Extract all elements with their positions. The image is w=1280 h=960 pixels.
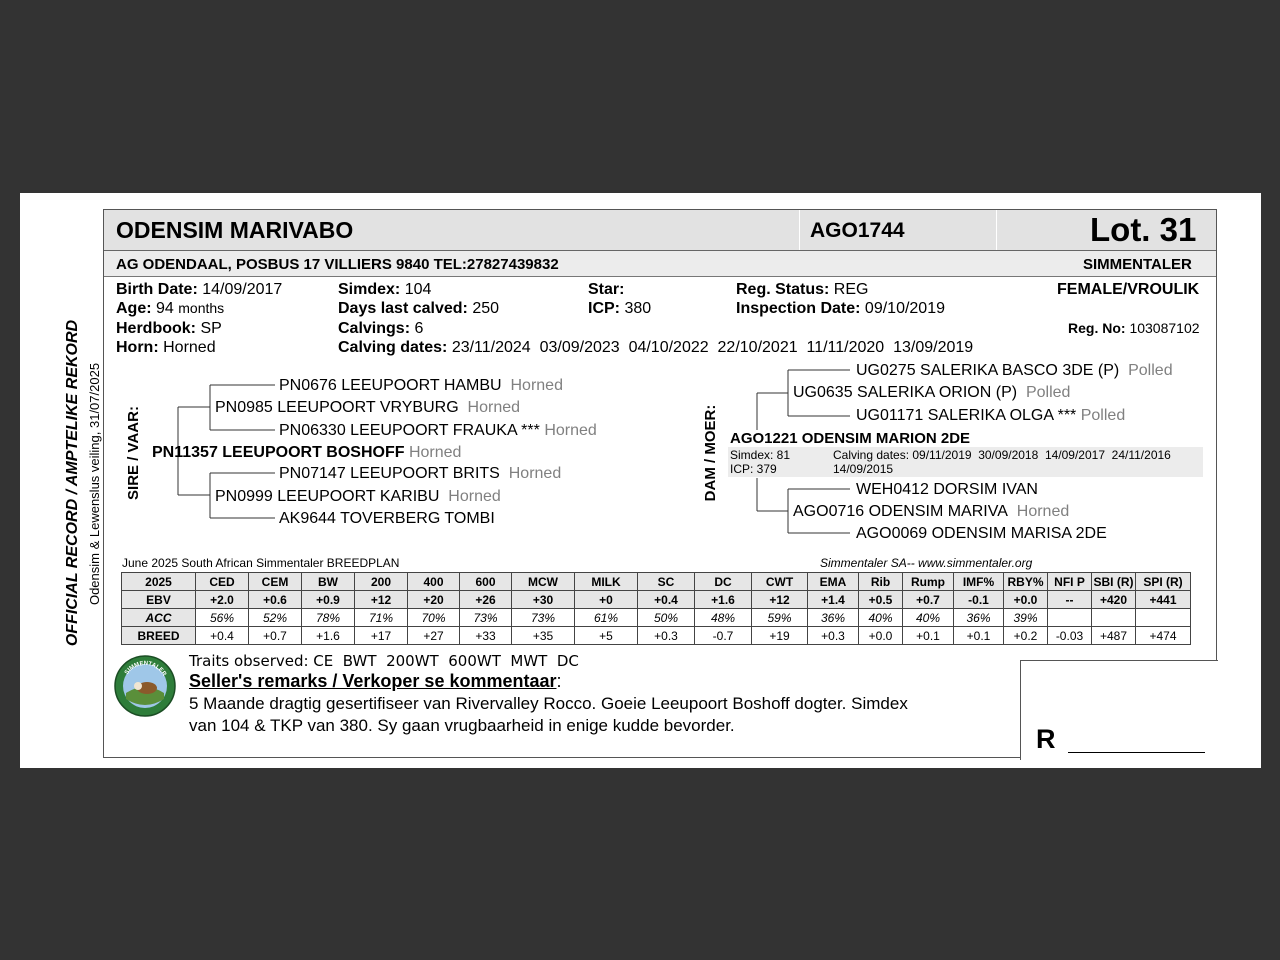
ebv-cell: +1.6 (302, 627, 355, 645)
ebv-cell: 36% (808, 609, 859, 627)
breedplan-caption: June 2025 South African Simmentaler BREEDPLAN (122, 556, 400, 570)
dam-side-label: DAM / MOER: (702, 404, 719, 502)
calvings: Calvings: 6 (338, 320, 424, 337)
simmentaler-logo-icon (114, 655, 176, 717)
traits-observed: Traits observed: CE BWT 200WT 600WT MWT DC (189, 652, 579, 670)
sire-sire-dam: PN06330 LEEUPOORT FRAUKA *** Horned (279, 422, 597, 439)
ebv-header-cell: SC (638, 573, 695, 591)
ebv-header-cell: BW (302, 573, 355, 591)
ebv-cell: +0.1 (954, 627, 1004, 645)
ebv-header-cell: 400 (408, 573, 460, 591)
ebv-cell: +0.7 (903, 591, 954, 609)
ebv-cell: +0.2 (1004, 627, 1048, 645)
horn: Horn: Horned (116, 339, 216, 356)
ebv-cell: +441 (1136, 591, 1191, 609)
simdex: Simdex: 104 (338, 281, 432, 298)
ebv-cell: 71% (355, 609, 408, 627)
price-field[interactable] (1068, 752, 1205, 753)
dam-dam-sire: WEH0412 DORSIM IVAN (856, 481, 1038, 498)
reg-status: Reg. Status: REG (736, 281, 869, 298)
ebv-header-cell: SPI (R) (1136, 573, 1191, 591)
dam-sire-dam: UG01171 SALERIKA OLGA *** Polled (856, 407, 1126, 424)
ebv-cell: +12 (752, 591, 808, 609)
ebv-cell: +0.7 (249, 627, 302, 645)
icp: ICP: 380 (588, 300, 652, 317)
ebv-cell: +0.3 (638, 627, 695, 645)
svg-text:SIMMENTALER: SIMMENTALER (124, 660, 168, 678)
breedplan-source: Simmentaler SA-- www.simmentaler.org (820, 556, 1033, 570)
ebv-header-cell: MCW (512, 573, 575, 591)
ebv-header-cell: IMF% (954, 573, 1004, 591)
ebv-cell (1048, 609, 1092, 627)
days-last-calved: Days last calved: 250 (338, 300, 500, 317)
ebv-cell: 50% (638, 609, 695, 627)
ebv-cell: +27 (408, 627, 460, 645)
sire-side-label: SIRE / VAAR: (125, 406, 142, 500)
ebv-cell: +35 (512, 627, 575, 645)
ebv-cell: +0.0 (859, 627, 903, 645)
ebv-cell (1136, 609, 1191, 627)
ebv-cell: 59% (752, 609, 808, 627)
ebv-cell: +487 (1092, 627, 1136, 645)
ebv-cell: +0.0 (1004, 591, 1048, 609)
breed-name: SIMMENTALER (1083, 256, 1192, 273)
dam-dam: AGO0716 ODENSIM MARIVA Horned (793, 503, 1070, 520)
ebv-cell: +0 (575, 591, 638, 609)
ebv-header-cell: NFI P (1048, 573, 1092, 591)
dam-sire: UG0635 SALERIKA ORION (P) Polled (793, 384, 1071, 401)
dam-main: AGO1221 ODENSIM MARION 2DE (730, 430, 971, 447)
dam-sire-sire: UG0275 SALERIKA BASCO 3DE (P) Polled (856, 362, 1173, 379)
ebv-header-cell: RBY% (1004, 573, 1048, 591)
price-label: R (1036, 724, 1056, 754)
ebv-cell: EBV (122, 591, 196, 609)
ebv-table-row (122, 609, 1191, 627)
ebv-table-row (122, 627, 1191, 645)
ebv-cell: 52% (249, 609, 302, 627)
ebv-cell: +0.3 (808, 627, 859, 645)
sex: FEMALE/VROULIK (1057, 281, 1200, 298)
remarks-line-2: van 104 & TKP van 380. Sy gaan vrugbaarheid in enige kudde bevorder. (189, 716, 735, 735)
remarks-heading-row: Seller's remarks / Verkoper se kommentaar: (189, 671, 562, 691)
ebv-cell: 40% (903, 609, 954, 627)
ebv-cell: +17 (355, 627, 408, 645)
ebv-header-cell: EMA (808, 573, 859, 591)
herdbook: Herdbook: SP (116, 320, 222, 337)
ebv-cell: +420 (1092, 591, 1136, 609)
dam-dam-dam: AGO0069 ODENSIM MARISA 2DE (856, 525, 1107, 542)
ebv-cell: 40% (859, 609, 903, 627)
ebv-cell: +0.5 (859, 591, 903, 609)
ebv-header-cell: 600 (460, 573, 512, 591)
ebv-cell: +19 (752, 627, 808, 645)
ebv-header-cell: MILK (575, 573, 638, 591)
ebv-header-cell: SBI (R) (1093, 574, 1134, 589)
age: Age: 94 months (116, 300, 225, 317)
ebv-cell: +12 (355, 591, 408, 609)
sire-dam-dam: AK9644 TOVERBERG TOMBI (279, 510, 495, 527)
sire-sire-sire: PN0676 LEEUPOORT HAMBU Horned (279, 377, 563, 394)
dam-icp: ICP: 379 (730, 462, 777, 476)
ebv-cell: -- (1048, 591, 1092, 609)
ebv-cell: +0.6 (249, 591, 302, 609)
remarks-line-1: 5 Maande dragtig gesertifiseer van Rivervalley Rocco. Goeie Leeupoort Boshoff dogter. Simdex (189, 694, 908, 713)
ebv-cell: 48% (695, 609, 752, 627)
lot-number: Lot. 31 (1090, 211, 1197, 248)
dam-calving-dates: Calving dates: 09/11/2019 30/09/2018 14/09/2017 24/11/2016 (833, 448, 1171, 462)
auction-label: Odensim & Lewenslus veiling, 31/07/2025 (87, 362, 102, 606)
ebv-cell: +26 (460, 591, 512, 609)
ebv-cell: +0.4 (196, 627, 249, 645)
ebv-cell: +2.0 (196, 591, 249, 609)
sire-main: PN11357 LEEUPOORT BOSHOFF Horned (152, 444, 462, 461)
ebv-cell: +30 (512, 591, 575, 609)
remarks-heading: Seller's remarks / Verkoper se kommentaar (189, 671, 557, 691)
ebv-cell: -0.03 (1048, 627, 1092, 645)
ebv-header-cell: CED (196, 573, 249, 591)
ebv-cell: 73% (460, 609, 512, 627)
inspection-date: Inspection Date: 09/10/2019 (736, 300, 945, 317)
ebv-cell: 39% (1004, 609, 1048, 627)
ebv-header-cell: Rib (859, 573, 903, 591)
ebv-header-cell: CWT (752, 573, 808, 591)
sire-dam: PN0999 LEEUPOORT KARIBU Horned (215, 488, 501, 505)
ebv-cell: -0.1 (954, 591, 1004, 609)
official-record-label: OFFICIAL RECORD / AMPTELIKE REKORD (64, 319, 81, 647)
ebv-cell: -0.7 (695, 627, 752, 645)
ebv-table-row (122, 591, 1191, 609)
ebv-cell: BREED (122, 627, 196, 645)
ebv-cell: +0.1 (903, 627, 954, 645)
dam-simdex: Simdex: 81 (730, 448, 791, 462)
owner-address: AG ODENDAAL, POSBUS 17 VILLIERS 9840 TEL:27827439832 (116, 256, 559, 273)
ebv-cell: 36% (954, 609, 1004, 627)
ebv-cell: +474 (1136, 627, 1191, 645)
animal-id: AGO1744 (810, 219, 905, 242)
ebv-cell: +5 (575, 627, 638, 645)
ebv-cell: 56% (196, 609, 249, 627)
dam-calving-dates-2: 14/09/2015 (833, 462, 894, 476)
sire-dam-sire: PN07147 LEEUPOORT BRITS Horned (279, 465, 562, 482)
ebv-cell: 73% (512, 609, 575, 627)
ebv-cell: +20 (408, 591, 460, 609)
ebv-cell: +1.6 (695, 591, 752, 609)
ebv-cell: +0.9 (302, 591, 355, 609)
ebv-header-cell: Rump (903, 573, 954, 591)
ebv-header-cell: DC (695, 573, 752, 591)
ebv-header-cell: CEM (249, 573, 302, 591)
ebv-header-cell: 200 (355, 573, 408, 591)
ebv-table (121, 572, 1191, 645)
calving-dates: Calving dates: 23/11/2024 03/09/2023 04/10/2022 22/10/2021 11/11/2020 13/09/2019 (338, 339, 974, 356)
ebv-cell: 61% (575, 609, 638, 627)
ebv-header-cell: 2025 (122, 573, 196, 591)
birth-date: Birth Date: 14/09/2017 (116, 281, 283, 298)
sire-sire: PN0985 LEEUPOORT VRYBURG Horned (215, 399, 521, 416)
ebv-cell: 78% (302, 609, 355, 627)
reg-number: Reg. No: 103087102 (1068, 320, 1200, 336)
ebv-cell: ACC (122, 609, 196, 627)
ebv-cell: +0.4 (638, 591, 695, 609)
ebv-cell: +1.4 (808, 591, 859, 609)
ebv-cell: +33 (460, 627, 512, 645)
animal-name: ODENSIM MARIVABO (116, 217, 354, 243)
ebv-cell: 70% (408, 609, 460, 627)
star: Star: (588, 281, 625, 298)
ebv-cell (1092, 609, 1136, 627)
